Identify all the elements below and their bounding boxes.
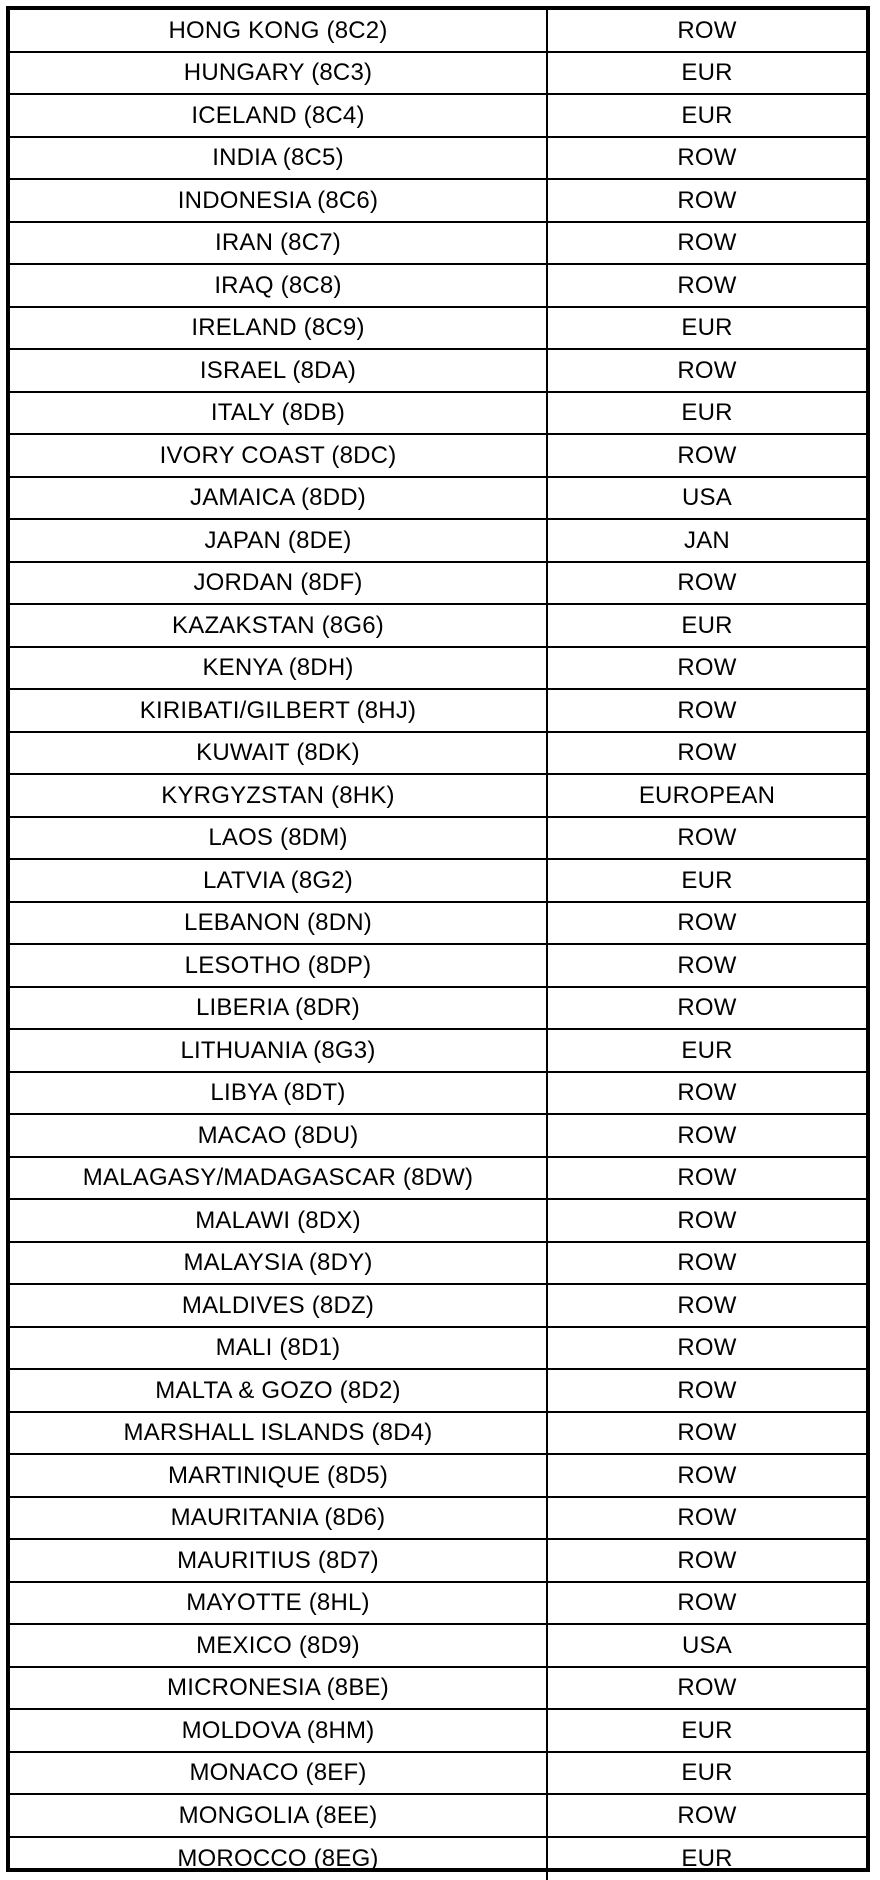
region-cell: ROW (548, 265, 866, 306)
country-cell: MOLDOVA (8HM) (10, 1710, 548, 1751)
country-cell: JAMAICA (8DD) (10, 478, 548, 519)
country-cell: LIBYA (8DT) (10, 1073, 548, 1114)
table-row (10, 1115, 866, 1158)
country-cell: MARTINIQUE (8D5) (10, 1455, 548, 1496)
table-row (10, 10, 866, 53)
region-cell: USA (548, 1625, 866, 1666)
region-cell: EUROPEAN (548, 775, 866, 816)
table-row (10, 818, 866, 861)
country-cell: IRAN (8C7) (10, 223, 548, 264)
country-cell: JAPAN (8DE) (10, 520, 548, 561)
region-cell: ROW (548, 733, 866, 774)
country-cell: KIRIBATI/GILBERT (8HJ) (10, 690, 548, 731)
country-cell: MARSHALL ISLANDS (8D4) (10, 1413, 548, 1454)
country-cell: LEBANON (8DN) (10, 903, 548, 944)
region-cell: ROW (548, 563, 866, 604)
region-cell: EUR (548, 1710, 866, 1751)
region-cell: ROW (548, 1200, 866, 1241)
country-cell: MALDIVES (8DZ) (10, 1285, 548, 1326)
region-cell: ROW (548, 1115, 866, 1156)
table-row (10, 988, 866, 1031)
country-cell: HUNGARY (8C3) (10, 53, 548, 94)
country-cell: JORDAN (8DF) (10, 563, 548, 604)
table-row (10, 1200, 866, 1243)
region-cell: ROW (548, 1073, 866, 1114)
region-cell: ROW (548, 1498, 866, 1539)
table-row (10, 1838, 866, 1880)
country-cell: MONGOLIA (8EE) (10, 1795, 548, 1836)
table-row (10, 180, 866, 223)
country-cell: LIBERIA (8DR) (10, 988, 548, 1029)
region-cell: ROW (548, 1243, 866, 1284)
country-cell: LESOTHO (8DP) (10, 945, 548, 986)
table-row (10, 1710, 866, 1753)
region-cell: ROW (548, 988, 866, 1029)
country-cell: MALAGASY/MADAGASCAR (8DW) (10, 1158, 548, 1199)
table-row (10, 903, 866, 946)
country-cell: LITHUANIA (8G3) (10, 1030, 548, 1071)
country-cell: MAYOTTE (8HL) (10, 1583, 548, 1624)
table-row (10, 1158, 866, 1201)
region-cell: ROW (548, 1668, 866, 1709)
country-cell: KUWAIT (8DK) (10, 733, 548, 774)
country-cell: MONACO (8EF) (10, 1753, 548, 1794)
region-cell: EUR (548, 605, 866, 646)
region-cell: EUR (548, 1838, 866, 1880)
table-row (10, 690, 866, 733)
table-row (10, 265, 866, 308)
region-cell: EUR (548, 308, 866, 349)
region-cell: ROW (548, 1583, 866, 1624)
country-cell: INDONESIA (8C6) (10, 180, 548, 221)
country-cell: MACAO (8DU) (10, 1115, 548, 1156)
table-row (10, 648, 866, 691)
region-cell: ROW (548, 1795, 866, 1836)
table-row (10, 1625, 866, 1668)
table-row (10, 95, 866, 138)
country-cell: LATVIA (8G2) (10, 860, 548, 901)
country-cell: ICELAND (8C4) (10, 95, 548, 136)
table-row (10, 478, 866, 521)
region-cell: ROW (548, 223, 866, 264)
table-row (10, 520, 866, 563)
region-cell: ROW (548, 1158, 866, 1199)
table-row (10, 435, 866, 478)
region-cell: ROW (548, 945, 866, 986)
table-row (10, 1413, 866, 1456)
table-row (10, 53, 866, 96)
country-cell: MALTA & GOZO (8D2) (10, 1370, 548, 1411)
table-row (10, 1030, 866, 1073)
country-cell: MEXICO (8D9) (10, 1625, 548, 1666)
table-row (10, 138, 866, 181)
table-row (10, 1285, 866, 1328)
country-cell: LAOS (8DM) (10, 818, 548, 859)
region-cell: ROW (548, 1540, 866, 1581)
table-row (10, 563, 866, 606)
country-cell: MOROCCO (8EG) (10, 1838, 548, 1880)
table-row (10, 1370, 866, 1413)
table-row (10, 223, 866, 266)
region-cell: ROW (548, 903, 866, 944)
country-cell: MALAYSIA (8DY) (10, 1243, 548, 1284)
table-row (10, 1328, 866, 1371)
region-cell: ROW (548, 10, 866, 51)
region-cell: EUR (548, 393, 866, 434)
country-cell: IRELAND (8C9) (10, 308, 548, 349)
table-row (10, 1073, 866, 1116)
region-cell: ROW (548, 1455, 866, 1496)
region-cell: ROW (548, 350, 866, 391)
region-cell: ROW (548, 1370, 866, 1411)
table-row (10, 1498, 866, 1541)
table-row (10, 605, 866, 648)
country-cell: KENYA (8DH) (10, 648, 548, 689)
table-row (10, 775, 866, 818)
region-cell: EUR (548, 1030, 866, 1071)
country-cell: INDIA (8C5) (10, 138, 548, 179)
region-cell: EUR (548, 53, 866, 94)
region-cell: ROW (548, 818, 866, 859)
region-cell: ROW (548, 138, 866, 179)
region-cell: ROW (548, 648, 866, 689)
table-row (10, 1668, 866, 1711)
table-row (10, 393, 866, 436)
country-cell: MAURITIUS (8D7) (10, 1540, 548, 1581)
region-cell: ROW (548, 1328, 866, 1369)
region-cell: JAN (548, 520, 866, 561)
country-region-table (6, 6, 870, 1872)
country-cell: HONG KONG (8C2) (10, 10, 548, 51)
table-row (10, 350, 866, 393)
region-cell: ROW (548, 1413, 866, 1454)
table-row (10, 1753, 866, 1796)
region-cell: ROW (548, 180, 866, 221)
region-cell: EUR (548, 95, 866, 136)
table-row (10, 945, 866, 988)
region-cell: ROW (548, 690, 866, 731)
table-row (10, 733, 866, 776)
region-cell: ROW (548, 435, 866, 476)
table-row (10, 860, 866, 903)
country-cell: ISRAEL (8DA) (10, 350, 548, 391)
country-cell: MICRONESIA (8BE) (10, 1668, 548, 1709)
region-cell: EUR (548, 1753, 866, 1794)
country-cell: MAURITANIA (8D6) (10, 1498, 548, 1539)
country-cell: MALAWI (8DX) (10, 1200, 548, 1241)
region-cell: ROW (548, 1285, 866, 1326)
country-cell: KAZAKSTAN (8G6) (10, 605, 548, 646)
table-row (10, 1795, 866, 1838)
table-row (10, 1540, 866, 1583)
country-cell: KYRGYZSTAN (8HK) (10, 775, 548, 816)
table-row (10, 1455, 866, 1498)
table-row (10, 1243, 866, 1286)
country-cell: MALI (8D1) (10, 1328, 548, 1369)
country-cell: IVORY COAST (8DC) (10, 435, 548, 476)
region-cell: USA (548, 478, 866, 519)
country-cell: ITALY (8DB) (10, 393, 548, 434)
table-row (10, 1583, 866, 1626)
table-row (10, 308, 866, 351)
country-cell: IRAQ (8C8) (10, 265, 548, 306)
region-cell: EUR (548, 860, 866, 901)
